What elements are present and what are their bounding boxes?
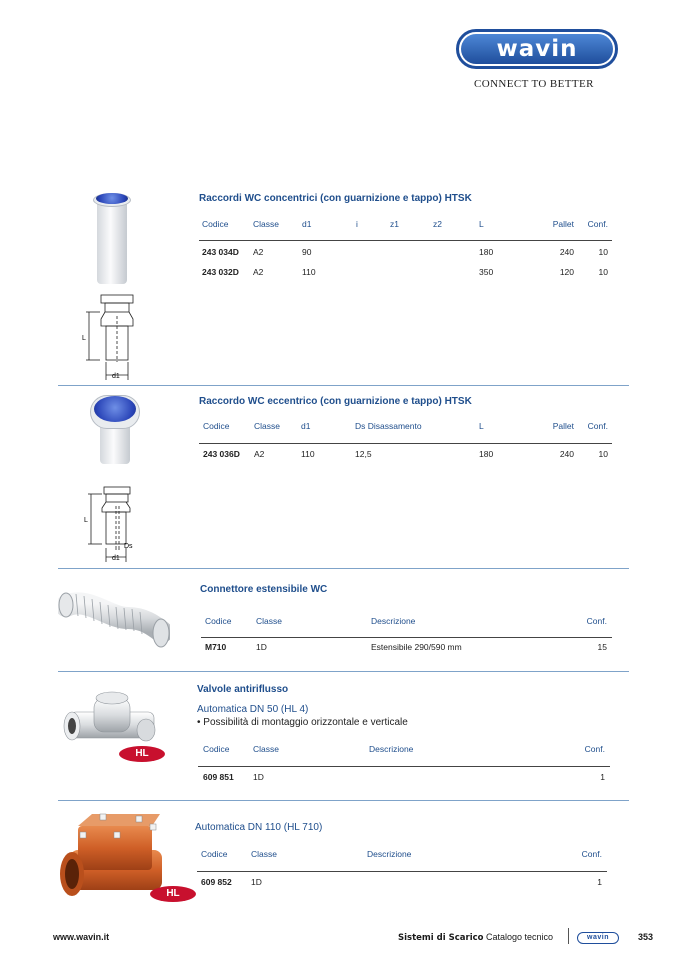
col-header: i bbox=[356, 219, 358, 229]
col-header: Pallet bbox=[552, 219, 574, 229]
subtitle-dn110: Automatica DN 110 (HL 710) bbox=[195, 822, 323, 833]
cell-l: 350 bbox=[479, 267, 494, 277]
cell-pallet: 120 bbox=[559, 267, 574, 277]
col-header: d1 bbox=[302, 219, 312, 229]
cell-ds: 12,5 bbox=[355, 449, 372, 459]
col-header: Ds Disassamento bbox=[355, 421, 422, 431]
section-title-connector: Connettore estensibile WC bbox=[200, 584, 328, 595]
cell-conf: 10 bbox=[598, 449, 608, 459]
col-header: Classe bbox=[253, 219, 279, 229]
wc-eccentric-diagram bbox=[78, 484, 148, 566]
footer-catalog: Catalogo tecnico bbox=[486, 932, 554, 942]
cell-l: 180 bbox=[479, 449, 494, 459]
cell-l: 180 bbox=[479, 247, 494, 257]
cell-conf: 10 bbox=[598, 247, 608, 257]
wc-concentric-diagram bbox=[78, 292, 148, 382]
cell-pallet: 240 bbox=[559, 449, 574, 459]
cell-codice: 609 851 bbox=[203, 772, 234, 782]
col-header: z1 bbox=[390, 219, 399, 229]
col-header: Pallet bbox=[552, 421, 574, 431]
wavin-logo bbox=[456, 29, 618, 69]
col-header: Codice bbox=[205, 616, 232, 626]
wc-eccentric-photo bbox=[88, 392, 144, 468]
col-header: Descrizione bbox=[367, 849, 412, 859]
cell-codice: M710 bbox=[205, 642, 227, 652]
cell-d1: 110 bbox=[301, 449, 315, 459]
section-divider bbox=[58, 671, 629, 672]
section-divider bbox=[58, 568, 629, 569]
table-header-rule bbox=[197, 871, 607, 872]
cell-classe: 1D bbox=[251, 877, 262, 887]
col-header: L bbox=[479, 219, 484, 229]
footer-url[interactable]: www.wavin.it bbox=[53, 932, 110, 942]
diagram-label-ds: Ds bbox=[124, 543, 133, 550]
cell-codice: 243 034D bbox=[202, 247, 239, 257]
table-header-rule bbox=[198, 766, 610, 767]
cell-conf: 1 bbox=[597, 877, 602, 887]
hl-badge: HL bbox=[119, 746, 165, 762]
col-header: Classe bbox=[251, 849, 277, 859]
extensible-connector-photo bbox=[58, 588, 170, 654]
col-header: z2 bbox=[433, 219, 442, 229]
footer-title bbox=[398, 932, 553, 943]
diagram-label-d1: d1 bbox=[112, 555, 120, 562]
section-title-eccentric: Raccordo WC eccentrico (con guarnizione e tappo) HTSK bbox=[199, 396, 472, 407]
section-title-valves: Valvole antiriflusso bbox=[197, 684, 289, 695]
section-title-concentric: Raccordi WC concentrici (con guarnizione e tappo) HTSK bbox=[199, 193, 472, 204]
section-divider bbox=[58, 800, 629, 801]
tagline: CONNECT TO BETTER bbox=[474, 78, 594, 90]
wc-concentric-photo bbox=[88, 190, 138, 286]
cell-classe: 1D bbox=[253, 772, 264, 782]
col-header: Conf. bbox=[581, 849, 602, 859]
footer-wavin-logo: wavin bbox=[577, 932, 619, 944]
cell-codice: 243 036D bbox=[203, 449, 240, 459]
col-header: Codice bbox=[203, 421, 230, 431]
table-header-rule bbox=[199, 443, 612, 444]
diagram-label-d1: d1 bbox=[112, 373, 120, 380]
col-header: Conf. bbox=[587, 219, 608, 229]
cell-classe: 1D bbox=[256, 642, 267, 652]
diagram-label-L: L bbox=[84, 517, 88, 524]
cell-codice: 609 852 bbox=[201, 877, 232, 887]
feature-bullet: • Possibilità di montaggio orizzontale e verticale bbox=[197, 717, 408, 728]
col-header: L bbox=[479, 421, 484, 431]
cell-classe: A2 bbox=[254, 449, 265, 459]
col-header: Conf. bbox=[584, 744, 605, 754]
cell-conf: 10 bbox=[598, 267, 608, 277]
footer-divider bbox=[568, 928, 569, 944]
col-header: Classe bbox=[253, 744, 279, 754]
cell-pallet: 240 bbox=[559, 247, 574, 257]
col-header: Descrizione bbox=[369, 744, 414, 754]
cell-classe: A2 bbox=[253, 247, 264, 257]
col-header: Classe bbox=[254, 421, 280, 431]
page-number: 353 bbox=[638, 932, 654, 942]
col-header: d1 bbox=[301, 421, 311, 431]
footer-series: Sistemi di Scarico bbox=[398, 933, 484, 943]
col-header: Descrizione bbox=[371, 616, 416, 626]
col-header: Codice bbox=[203, 744, 230, 754]
col-header: Conf. bbox=[587, 421, 608, 431]
cell-d1: 90 bbox=[302, 247, 312, 257]
col-header: Classe bbox=[256, 616, 282, 626]
cell-d1: 110 bbox=[302, 267, 316, 277]
col-header: Codice bbox=[202, 219, 229, 229]
col-header: Conf. bbox=[586, 616, 607, 626]
table-header-rule bbox=[199, 240, 612, 241]
cell-codice: 243 032D bbox=[202, 267, 239, 277]
cell-classe: A2 bbox=[253, 267, 264, 277]
section-divider bbox=[58, 385, 629, 386]
cell-conf: 15 bbox=[597, 642, 607, 652]
hl-badge: HL bbox=[150, 886, 196, 902]
cell-conf: 1 bbox=[600, 772, 605, 782]
diagram-label-L: L bbox=[82, 335, 86, 342]
col-header: Codice bbox=[201, 849, 228, 859]
table-header-rule bbox=[201, 637, 612, 638]
cell-descrizione: Estensibile 290/590 mm bbox=[371, 642, 462, 652]
wavin-logo-text: wavin bbox=[461, 34, 613, 64]
subtitle-dn50: Automatica DN 50 (HL 4) bbox=[197, 704, 309, 715]
